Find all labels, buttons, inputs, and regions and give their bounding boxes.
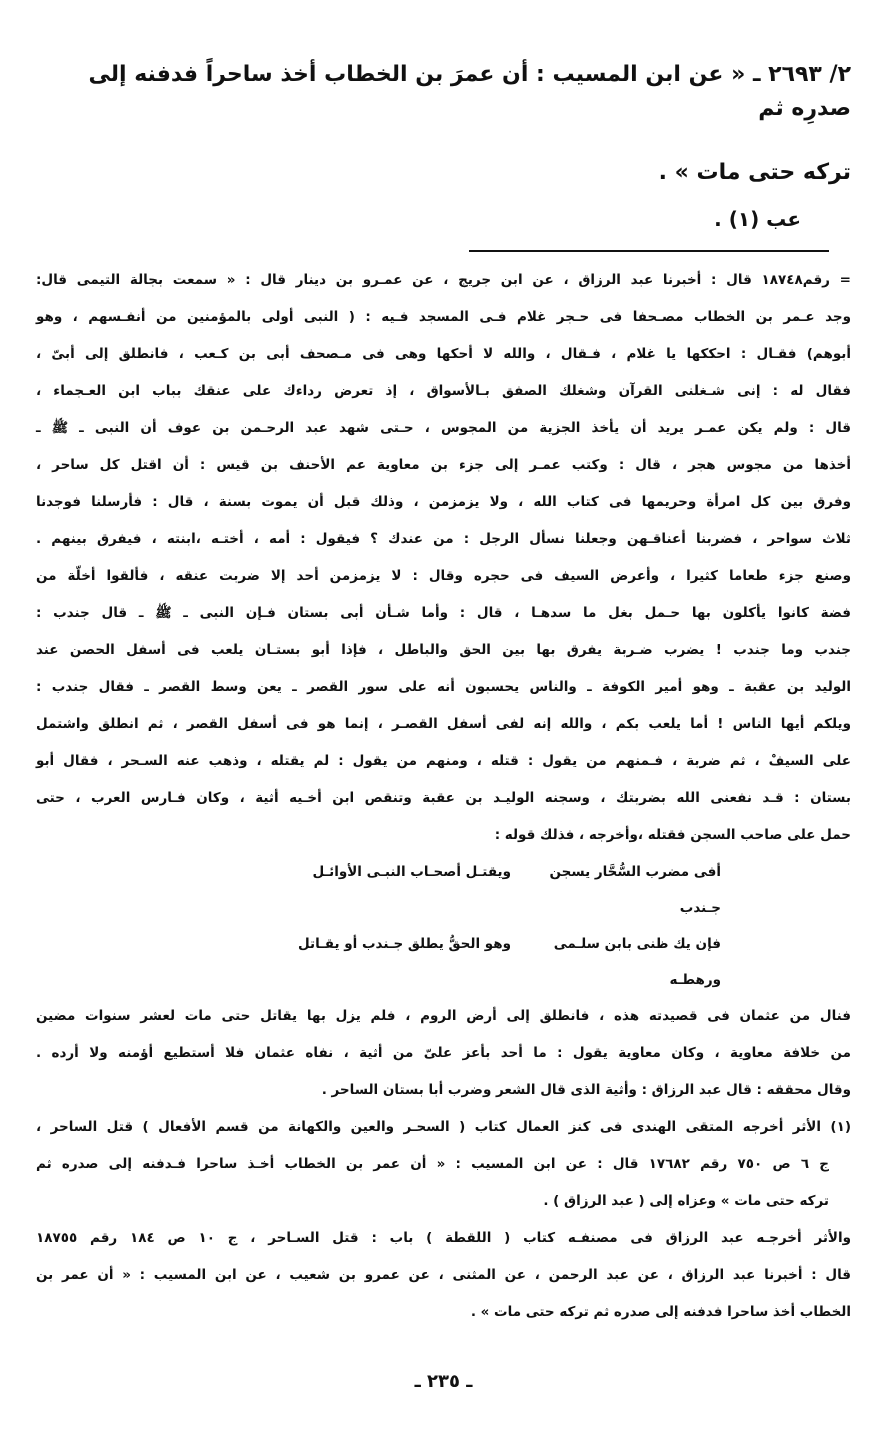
- footnote-line: جندب وما جندب ! يضرب ضـربة يفرق بها بين الحق والباطل ، فإذا أبو بستـان يلعب فى أسفل الحصن عند: [36, 642, 851, 658]
- footnote-line: الخطاب أخذ ساحرا فدفنه إلى صدره ثم تركه حتى مات » .: [470, 1304, 851, 1320]
- verse-second-hemistich: وهو الحقُّ يطلق جـندب أو يقـاتل: [297, 936, 511, 952]
- footnote-line: الوليد بن عقبة ـ وهو أمير الكوفة ـ والناس يحسبون أنه على سور القصر ـ يعن وسط القصر ـ فقال جندب :: [36, 679, 851, 695]
- footnote-line: وجد عـمر بن الخطاب مصـحفا فى حـجر غلام فـى المسجد فـيه : ( النبى أولى بالمؤمنين من أنفـسهم ، وهو: [36, 309, 851, 325]
- source-reference: عب (١) .: [714, 207, 801, 231]
- footnote-line: وصنع جزء طعاما كثيرا ، وأعرض السيف فى حجره وقال : لا يزمزمن أحد إلا ضربت عنقه ، فألقوا أخلّة من: [36, 568, 851, 584]
- footnote-line: فنال من عثمان فى قصيدته هذه ، فانطلق إلى أرض الروم ، فلم يزل بها يقاتل حتى مات لعشر سنوات مضين: [36, 1008, 851, 1024]
- footnote-line: (١) الأثر أخرجه المتقى الهندى فى كنز العمال كتاب ( السحـر والعين والكهانة من قسم الأفعال ) قتل الساحر ،: [36, 1119, 851, 1135]
- hadith-line: ٢/ ٢٦٩٣ ـ « عن ابن المسيب : أن عمرَ بن الخطاب أخذ ساحراً فدفنه إلى صدرِه ثم: [88, 62, 851, 121]
- footnote-line: أبوهم) فقـال : احككها يا غلام ، فـقال ، والله لا أحكها وهى فى مـصحف أبى بن كـعب ، فانطلق إلى أبىّ ،: [36, 346, 851, 362]
- footnote-line: ويلكم أيها الناس ! أما يلعب بكم ، والله إنه لفى أسفل القصـر ، إنما هو فى أسفل القصر ، ثم انطلق واشتمل: [36, 716, 851, 732]
- footnote-line: وقال محققه : قال عبد الرزاق : وأثية الذى قال الشعر وضرب أبا بستان الساحر .: [321, 1082, 851, 1098]
- footnote-line: قال : أخبرنا عبد الرزاق ، عن عبد الرحمن ، عن المثنى ، عن عمرو بن شعيب ، عن ابن المسيب : « أن عمر بن: [36, 1267, 851, 1283]
- footnote-line: ثلاث سواحر ، فضربنا أعناقـهن وجعلنا نسأل الرجل : من عندك ؟ فيقول : أمه ، أختـه ،ابنته ، فيفرق بينهم .: [36, 531, 851, 547]
- page-number: ـ ٢٣٥ ـ: [414, 1371, 473, 1392]
- footnote-line: والأثر أخرجـه عبد الرزاق فى مصنفـه كتاب ( اللقطة ) باب : قتل السـاحر ، ج ١٠ ص ١٨٤ رقم ١٨٧٥٥: [36, 1230, 851, 1246]
- verse-first-hemistich: فإن يك ظنى بابن سلـمى ورهطـه: [553, 936, 721, 988]
- footnote-line: تركه حتى مات » وعزاه إلى ( عبد الرزاق ) .: [543, 1193, 829, 1209]
- footnote-line: فضة كانوا يأكلون بها حـمل بغل ما سدهـا ، قال : وأما شـأن أبى بستان فـإن النبى ـ ﷺ ـ قال جندب :: [36, 605, 851, 621]
- footnote-line: = رقم١٨٧٤٨ قال : أخبرنا عبد الرزاق ، عن ابن جريج ، عن عمـرو بن دينار قال : « سمعت بجالة التيمى قال:: [36, 272, 851, 288]
- footnote-line: حمل على صاحب السجن فقتله ،وأخرجه ، فذلك قوله :: [494, 827, 851, 843]
- footnote-line: بستان : قـد نفعنى الله بضربتك ، وسجنه الوليـد بن عقبة وتنقص ابن أخـيه أثية ، وكان فـارس العرب ، حتى: [36, 790, 851, 806]
- footnote-line: أخذها من مجوس هجر ، قال : وكتب عمـر إلى جزء بن معاوية عم الأحنف بن قيس : أن اقتل كل ساحر ،: [36, 457, 851, 473]
- footnote-line: قال : ولم يكن عمـر يريد أن يأخذ الجزية من المجوس ، حـتى شهد عبد الرحـمن بن عوف أن النبى ـ ﷺ ـ: [36, 420, 851, 436]
- footnote-line: وفرق بين كل امرأة وحريمها فى كتاب الله ، ولا يزمزمن ، وذلك قبل أن يموت بسنة ، قال : فأرسلنا فوجدنا: [36, 494, 851, 510]
- hadith-line: تركه حتى مات » .: [658, 160, 851, 185]
- verse-line: [36, 854, 851, 926]
- footnote-body: [36, 262, 851, 1331]
- footnote-line: على السيفْ ، ثم ضربة ، فـمنهم من يقول : قتله ، ومنهم من يقول : لم يقتله ، وذهب عنه السـحر ، فقال أبو: [36, 753, 851, 769]
- verse-line: [36, 926, 851, 998]
- footnote-line: فقال له : إنى شـغلنى القرآن وشغلك الصفق بـالأسواق ، إذ تعرض رداءك على عنقك بباب ابن العـجماء ،: [36, 383, 851, 399]
- footnote-divider: [469, 250, 829, 252]
- footnote-line: من خلافة معاوية ، وكان معاوية يقول : ما أحد بأعز علىّ من أثية ، نفاه عثمان فلا أستطيع أؤمنه ولا أرده .: [36, 1045, 851, 1061]
- verse-second-hemistich: ويقتـل أصحـاب النبـى الأوائـل: [312, 864, 511, 880]
- footnote-line: ج ٦ ص ٧٥٠ رقم ١٧٦٨٢ قال : عن ابن المسيب : « أن عمر بن الخطاب أخـذ ساحرا فـدفنه إلى صدره ثم: [36, 1156, 829, 1172]
- verse-first-hemistich: أفى مضرب السُّحَّار يسجن جـندب: [549, 864, 721, 916]
